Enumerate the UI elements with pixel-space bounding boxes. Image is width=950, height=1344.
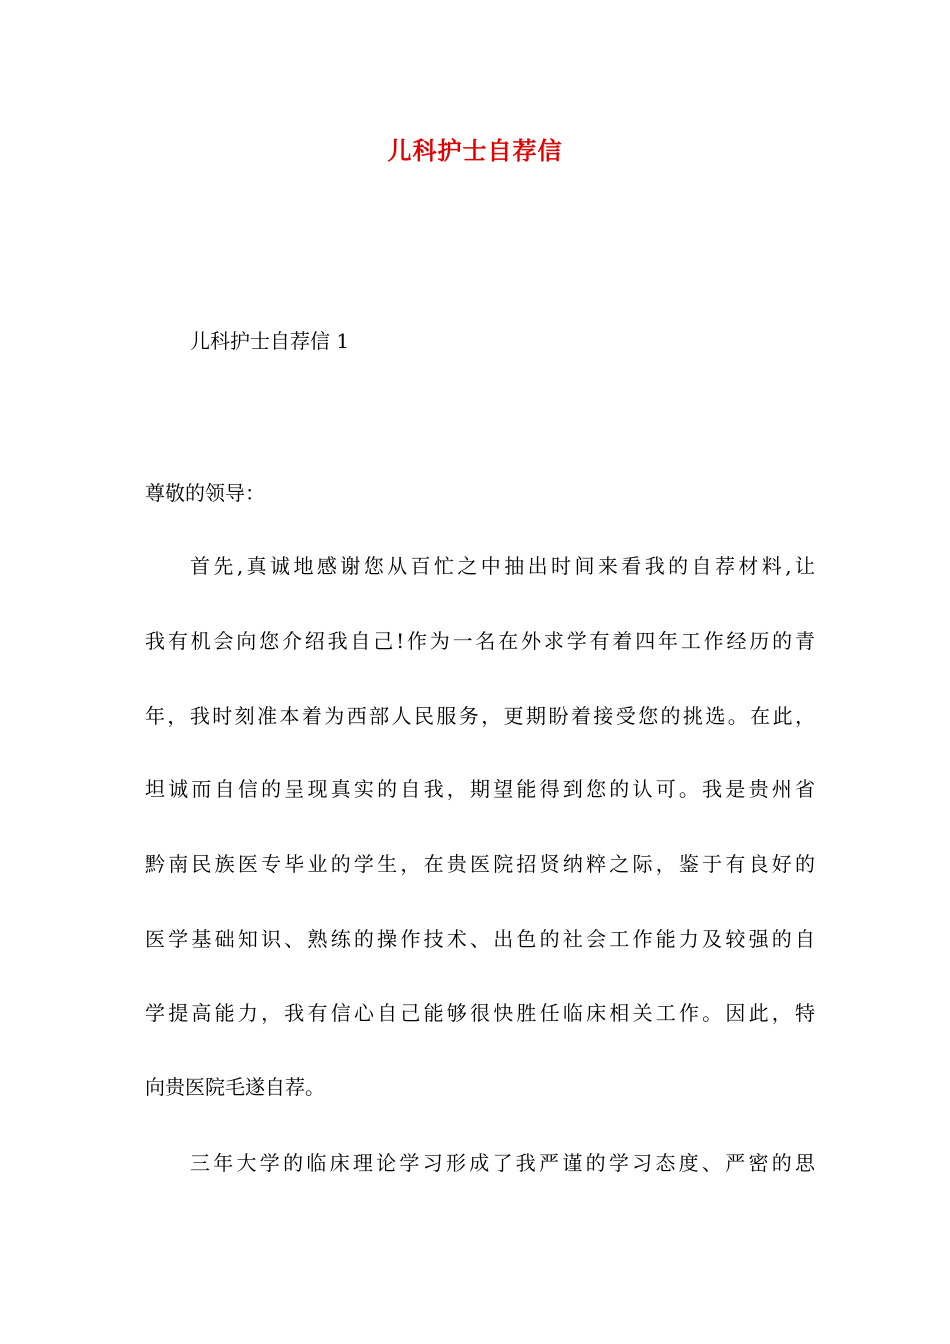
section-heading: 儿科护士自荐信 1	[190, 329, 350, 353]
paragraph-line: 首先,真诚地感谢您从百忙之中抽出时间来看我的自荐材料,让	[190, 554, 815, 578]
paragraph-line: 坦诚而自信的呈现真实的自我，期望能得到您的认可。我是贵州省	[145, 777, 815, 801]
paragraph-line: 我有机会向您介绍我自己!作为一名在外求学有着四年工作经历的青	[145, 629, 815, 653]
paragraph-line: 三年大学的临床理论学习形成了我严谨的学习态度、严密的思	[190, 1151, 815, 1175]
paragraph-line: 医学基础知识、熟练的操作技术、出色的社会工作能力及较强的自	[145, 927, 815, 951]
paragraph-line: 学提高能力，我有信心自己能够很快胜任临床相关工作。因此，特	[145, 1001, 815, 1025]
paragraph-line: 年，我时刻准本着为西部人民服务，更期盼着接受您的挑选。在此，	[145, 704, 815, 728]
paragraph-line: 黔南民族医专毕业的学生，在贵医院招贤纳粹之际，鉴于有良好的	[145, 852, 815, 876]
paragraph-line: 向贵医院毛遂自荐。	[145, 1075, 325, 1099]
salutation: 尊敬的领导：	[145, 481, 265, 505]
document-title: 儿科护士自荐信	[387, 136, 563, 165]
